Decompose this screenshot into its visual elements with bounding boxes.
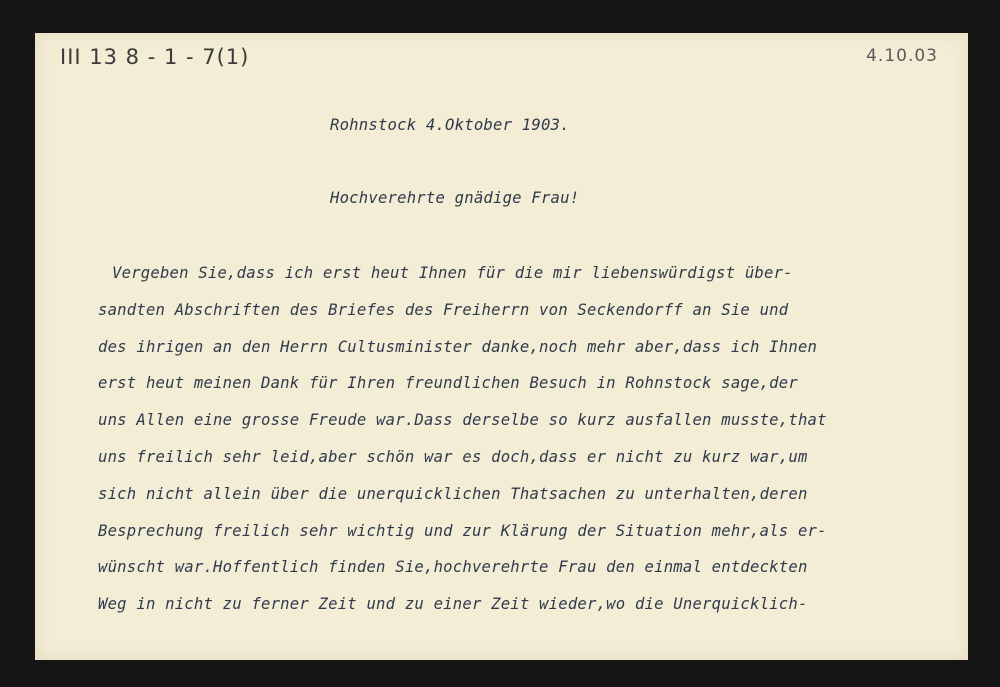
body-line: uns freilich sehr leid,aber schön war es doch,dass er nicht zu kurz war,um <box>98 447 808 466</box>
body-line: wünscht war.Hoffentlich finden Sie,hochverehrte Frau den einmal entdeckten <box>98 558 808 577</box>
letter-body <box>98 261 958 629</box>
letter-salutation: Hochverehrte gnädige Frau! <box>330 189 580 207</box>
body-line: Besprechung freilich sehr wichtig und zur Klärung der Situation mehr,als er- <box>98 521 827 540</box>
body-line: erst heut meinen Dank für Ihren freundlichen Besuch in Rohnstock sage,der <box>98 374 798 393</box>
body-line: sich nicht allein über die unerquicklichen Thatsachen zu unterhalten,deren <box>98 484 808 503</box>
body-line: Vergeben Sie,dass ich erst heut Ihnen für die mir liebenswürdigst über- <box>112 264 793 282</box>
body-line: des ihrigen an den Herrn Cultusminister danke,noch mehr aber,dass ich Ihnen <box>98 337 818 356</box>
archive-reference: III 13 8 - 1 - 7(1) <box>60 45 250 69</box>
letter-sheet <box>35 33 968 660</box>
pencil-date-annotation: 4.10.03 <box>866 46 938 66</box>
body-line: sandten Abschriften des Briefes des Freiherrn von Seckendorff an Sie und <box>98 300 789 319</box>
body-line: Weg in nicht zu ferner Zeit und zu einer Zeit wieder,wo die Unerquicklich- <box>98 595 808 614</box>
body-line: uns Allen eine grosse Freude war.Dass derselbe so kurz ausfallen musste,that <box>98 411 827 430</box>
letter-place-date: Rohnstock 4.Oktober 1903. <box>330 116 570 134</box>
